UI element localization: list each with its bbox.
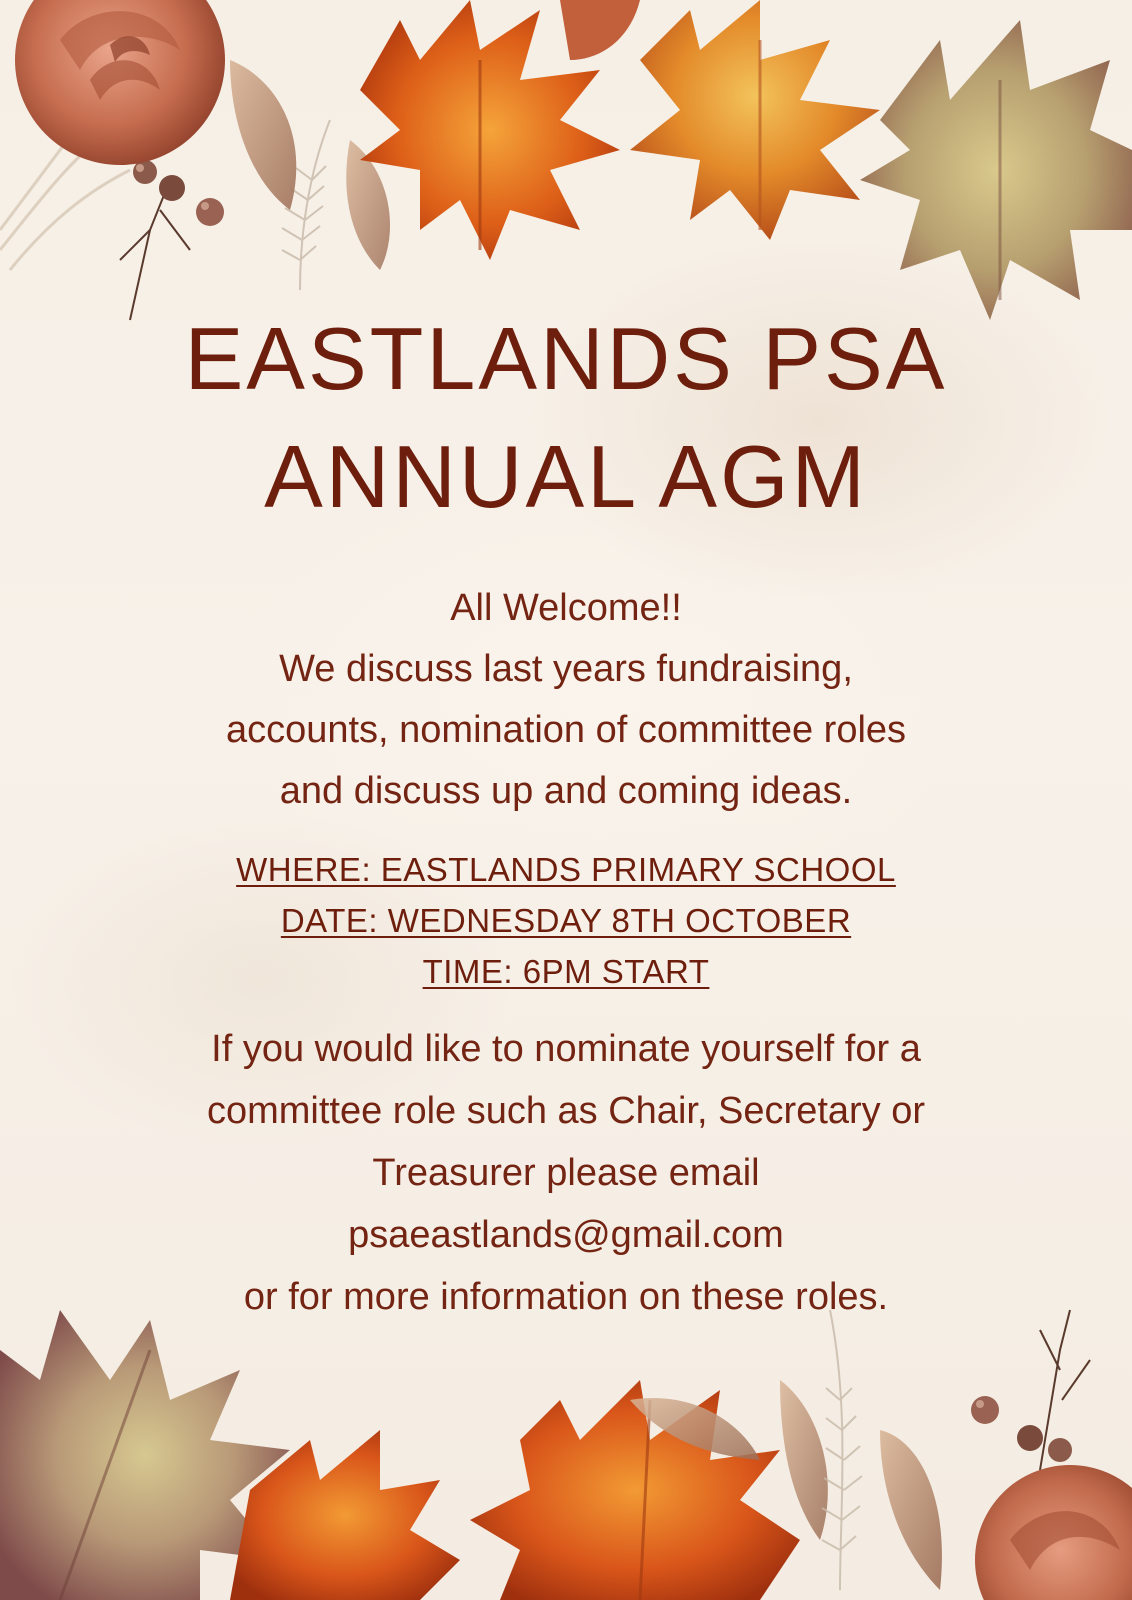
autumn-leaves-top-icon bbox=[0, 0, 1132, 330]
intro-line-1: All Welcome!! bbox=[450, 587, 682, 629]
event-time: TIME: 6PM START bbox=[422, 953, 710, 990]
intro-paragraph bbox=[0, 578, 1132, 822]
nominate-line-1: If you would like to nominate yourself for a bbox=[211, 1028, 921, 1070]
event-details bbox=[0, 844, 1132, 997]
nominate-line-3: Treasurer please email bbox=[372, 1152, 760, 1194]
autumn-leaves-bottom-icon bbox=[0, 1290, 1132, 1600]
nominate-line-5: or for more information on these roles. bbox=[243, 1276, 889, 1318]
nomination-paragraph bbox=[0, 1018, 1132, 1328]
title-line-1: EASTLANDS PSA bbox=[184, 309, 948, 408]
title-line-2: ANNUAL AGM bbox=[264, 427, 868, 526]
event-where: WHERE: EASTLANDS PRIMARY SCHOOL bbox=[236, 851, 896, 888]
contact-email: psaeastlands@gmail.com bbox=[348, 1214, 784, 1256]
intro-line-4: and discuss up and coming ideas. bbox=[279, 770, 853, 812]
event-date: DATE: WEDNESDAY 8TH OCTOBER bbox=[280, 902, 852, 939]
intro-line-2: We discuss last years fundraising, bbox=[279, 648, 853, 690]
page-title bbox=[0, 300, 1132, 536]
intro-line-3: accounts, nomination of committee roles bbox=[225, 709, 907, 751]
nominate-line-2: committee role such as Chair, Secretary or bbox=[206, 1090, 926, 1132]
